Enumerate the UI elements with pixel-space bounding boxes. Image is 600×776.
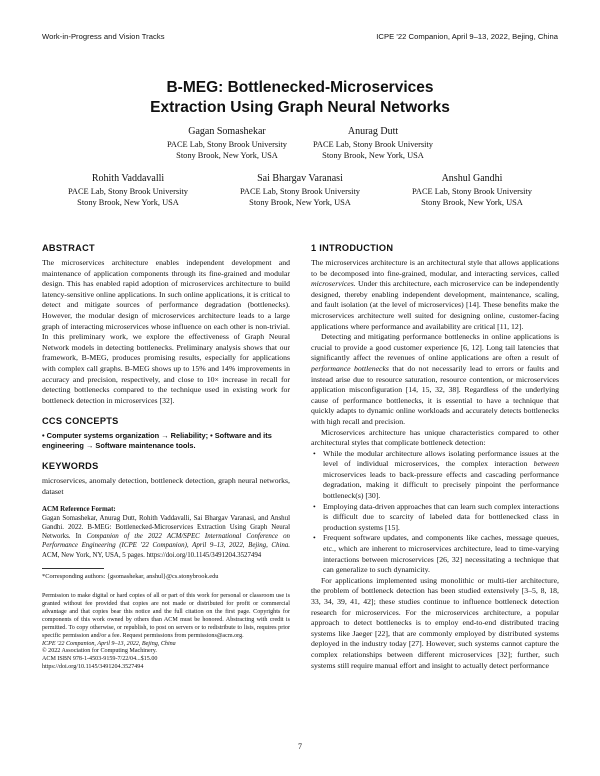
intro-paragraph-3: Microservices architecture has unique characteristics compared to other architectural styles that complicate bottleneck detection:: [311, 427, 559, 448]
copyright-conference: ICPE '22 Companion, April 9–13, 2022, Bejing, China: [42, 640, 176, 647]
bullet-item: • Employing data-driven approaches that can learn such complex interactions is difficult due to scarcity of labeled data for bottlenecked class in production systems [15].: [313, 501, 559, 532]
author-affiliation: PACE Lab, Stony Brook University: [167, 140, 287, 149]
running-header: [42, 32, 558, 44]
author-block-1: [142, 125, 312, 161]
intro-paragraph-4: For applications implemented using monolithic or multi-tier architecture, the problem of bottleneck detection has been studied extensively [3–5, 8, 18, 33, 34, 39, 41, 42]; these studies continue to influence bottleneck detection research for microservices. For the microservices architecture, a popular approach to detect bottlenecks is to employ end-to-end distributed tracing systems like Jaeger [22], that are commonly employed by distributed systems deployed in the industry today [27]. However, such systems cannot capture the complex relationships between different microservices [32]; further, such systems still require manual effort and insight to actually detect performance: [311, 575, 559, 670]
isbn-line: ACM ISBN 978-1-4503-9159-7/22/04...$15.00: [42, 656, 158, 663]
reference-label: ACM Reference Format:: [42, 505, 116, 513]
title-line-1: B-MEG: Bottlenecked-Microservices: [166, 79, 434, 96]
author-name: Anurag Dutt: [347, 126, 399, 137]
copyright-line: © 2022 Association for Computing Machinery.: [42, 648, 157, 655]
bullet-item: • While the modular architecture allows isolating performance issues at the level of individual microservices, the complex interaction between microservices leads to back-pressure effects and cascading performance degradation, making it difficult to precisely pinpoint the performance bottleneck(s) [30].: [313, 448, 559, 501]
reference-authors: Gagan Somashekar, Anurag Dutt, Rohith Vaddavalli, Sai Bhargav Varanasi, and Anshul Gandhi. 2022. B-MEG: Bottlenecked-Microservices Extraction Using Graph Neural Networks. In: [42, 514, 290, 541]
header-track: Work-in-Progress and Vision Tracks: [42, 32, 165, 41]
copyright-block: [42, 641, 290, 673]
reference-tail: ACM, New York, NY, USA, 5 pages. https://doi.org/10.1145/3491204.3527494: [42, 551, 262, 559]
author-location: Stony Brook, New York, USA: [421, 198, 523, 207]
bullet-item: • Frequent software updates, and components like caches, message queues, etc., which are inherent to microservices architecture, lead to time-varying interactions between microservices [26, 32] necessitating a technique that can generalize to such dynamicity.: [313, 533, 559, 575]
author-location: Stony Brook, New York, USA: [249, 198, 351, 207]
ccs-concepts: • Computer systems organization → Reliability; • Software and its engineering → Software maintenance tools.: [42, 431, 272, 451]
intro-paragraph-1: The microservices architecture is an architectural style that allows applications to be decomposed into fine-grained, modular, and interacting services, called microservices. Under this architecture, each microservice can be independently designed, thereby enabling independent development, maintenance, scaling, and fault isolation (at the level of microservices) [14]. These benefits make the microservices architecture well suited for designing online, customer-facing applications where performance and availability are critical [11, 12].: [311, 258, 560, 331]
author-location: Stony Brook, New York, USA: [77, 198, 179, 207]
footnote-rule: [42, 568, 104, 569]
author-block-3: [43, 172, 213, 208]
author-name: Anshul Gandhi: [441, 173, 503, 184]
right-column: [311, 242, 559, 671]
left-column: [42, 242, 290, 672]
paper-title: [0, 78, 600, 118]
page-number: 7: [298, 742, 302, 751]
doi-line: https://doi.org/10.1145/3491204.3527494: [42, 664, 144, 671]
header-conference: ICPE '22 Companion, April 9–13, 2022, Bejing, China: [376, 32, 558, 41]
author-affiliation: PACE Lab, Stony Brook University: [313, 140, 433, 149]
footnote: *Corresponding authors: {gsomashekar, anshul}@cs.stonybrook.edu: [42, 572, 219, 580]
author-block-4: [215, 172, 385, 208]
keywords-heading: KEYWORDS: [42, 461, 99, 472]
acm-reference-format: [42, 505, 290, 560]
author-location: Stony Brook, New York, USA: [176, 151, 278, 160]
author-affiliation: PACE Lab, Stony Brook University: [68, 187, 188, 196]
author-affiliation: PACE Lab, Stony Brook University: [412, 187, 532, 196]
title-line-2: Extraction Using Graph Neural Networks: [150, 99, 450, 116]
author-block-5: [387, 172, 557, 208]
author-affiliation: PACE Lab, Stony Brook University: [240, 187, 360, 196]
author-name: Sai Bhargav Varanasi: [257, 173, 343, 184]
ccs-heading: CCS CONCEPTS: [42, 416, 119, 427]
author-name: Rohith Vaddavalli: [91, 173, 165, 184]
permission-notice: Permission to make digital or hard copies of all or part of this work for personal or classroom use is granted without fee provided that copies are not made or distributed for profit or commercial advantage and that copies bear this notice and the full citation on the first page. Copyrights for components of this work owned by others than ACM must be honored. Abstracting with credit is permitted. To copy otherwise, or republish, to post on servers or to redistribute to lists, requires prior specific permission and/or a fee. Request permissions from permissions@acm.org.: [42, 593, 290, 639]
intro-paragraph-2: Detecting and mitigating performance bottlenecks in online applications is crucial to provide a good customer experience [6, 12]. Long tail latencies that significantly affect the revenues of online applications are often a result of performance bottlenecks that do not necessarily lead to errors or faults and instead arise due to resource saturation, resource contention, or microservices application misconfiguration [14, 15, 32, 38]. Regardless of the underlying cause of performance bottlenecks, it is essential to have a technique that quickly adapts to dynamic online workloads and accurately detects bottlenecks with high recall and precision.: [311, 332, 560, 426]
reference-venue: Companion of the 2022 ACM/SPEC International Conference on Performance Engineering (ICPE '22 Companion), April 9–13, 2022, Bejing, China.: [42, 533, 290, 550]
abstract-text: The microservices architecture enables independent development and maintenance of application components through its fine-grained and modular design. This has enabled rapid adoption of microservices architecture to build latency-sensitive online applications. In such online applications, it is critical to detect and mitigate sources of performance degradation (bottlenecks). However, the modular design of microservices architecture leads to a large graph of interacting microservices whose influence on each other is non-trivial. In this preliminary work, we explore the effectiveness of Graph Neural Network models in detecting bottlenecks. Preliminary analysis shows that our framework, B-MEG, produces promising results, especially for applications with complex call graphs. B-MEG shows up to 15% and 14% improvements in accuracy and precision, respectively, and close to 10× increase in recall for detecting bottlenecks compared to the technique used in existing work for bottleneck detection in microservices [32].: [42, 258, 290, 405]
author-name: Gagan Somashekar: [188, 126, 266, 137]
author-block-2: [288, 125, 458, 161]
abstract-heading: ABSTRACT: [42, 243, 95, 253]
author-location: Stony Brook, New York, USA: [322, 151, 424, 160]
keywords-text: microservices, anomaly detection, bottleneck detection, graph neural networks, dataset: [42, 476, 290, 496]
introduction-heading: 1 INTRODUCTION: [311, 243, 394, 253]
